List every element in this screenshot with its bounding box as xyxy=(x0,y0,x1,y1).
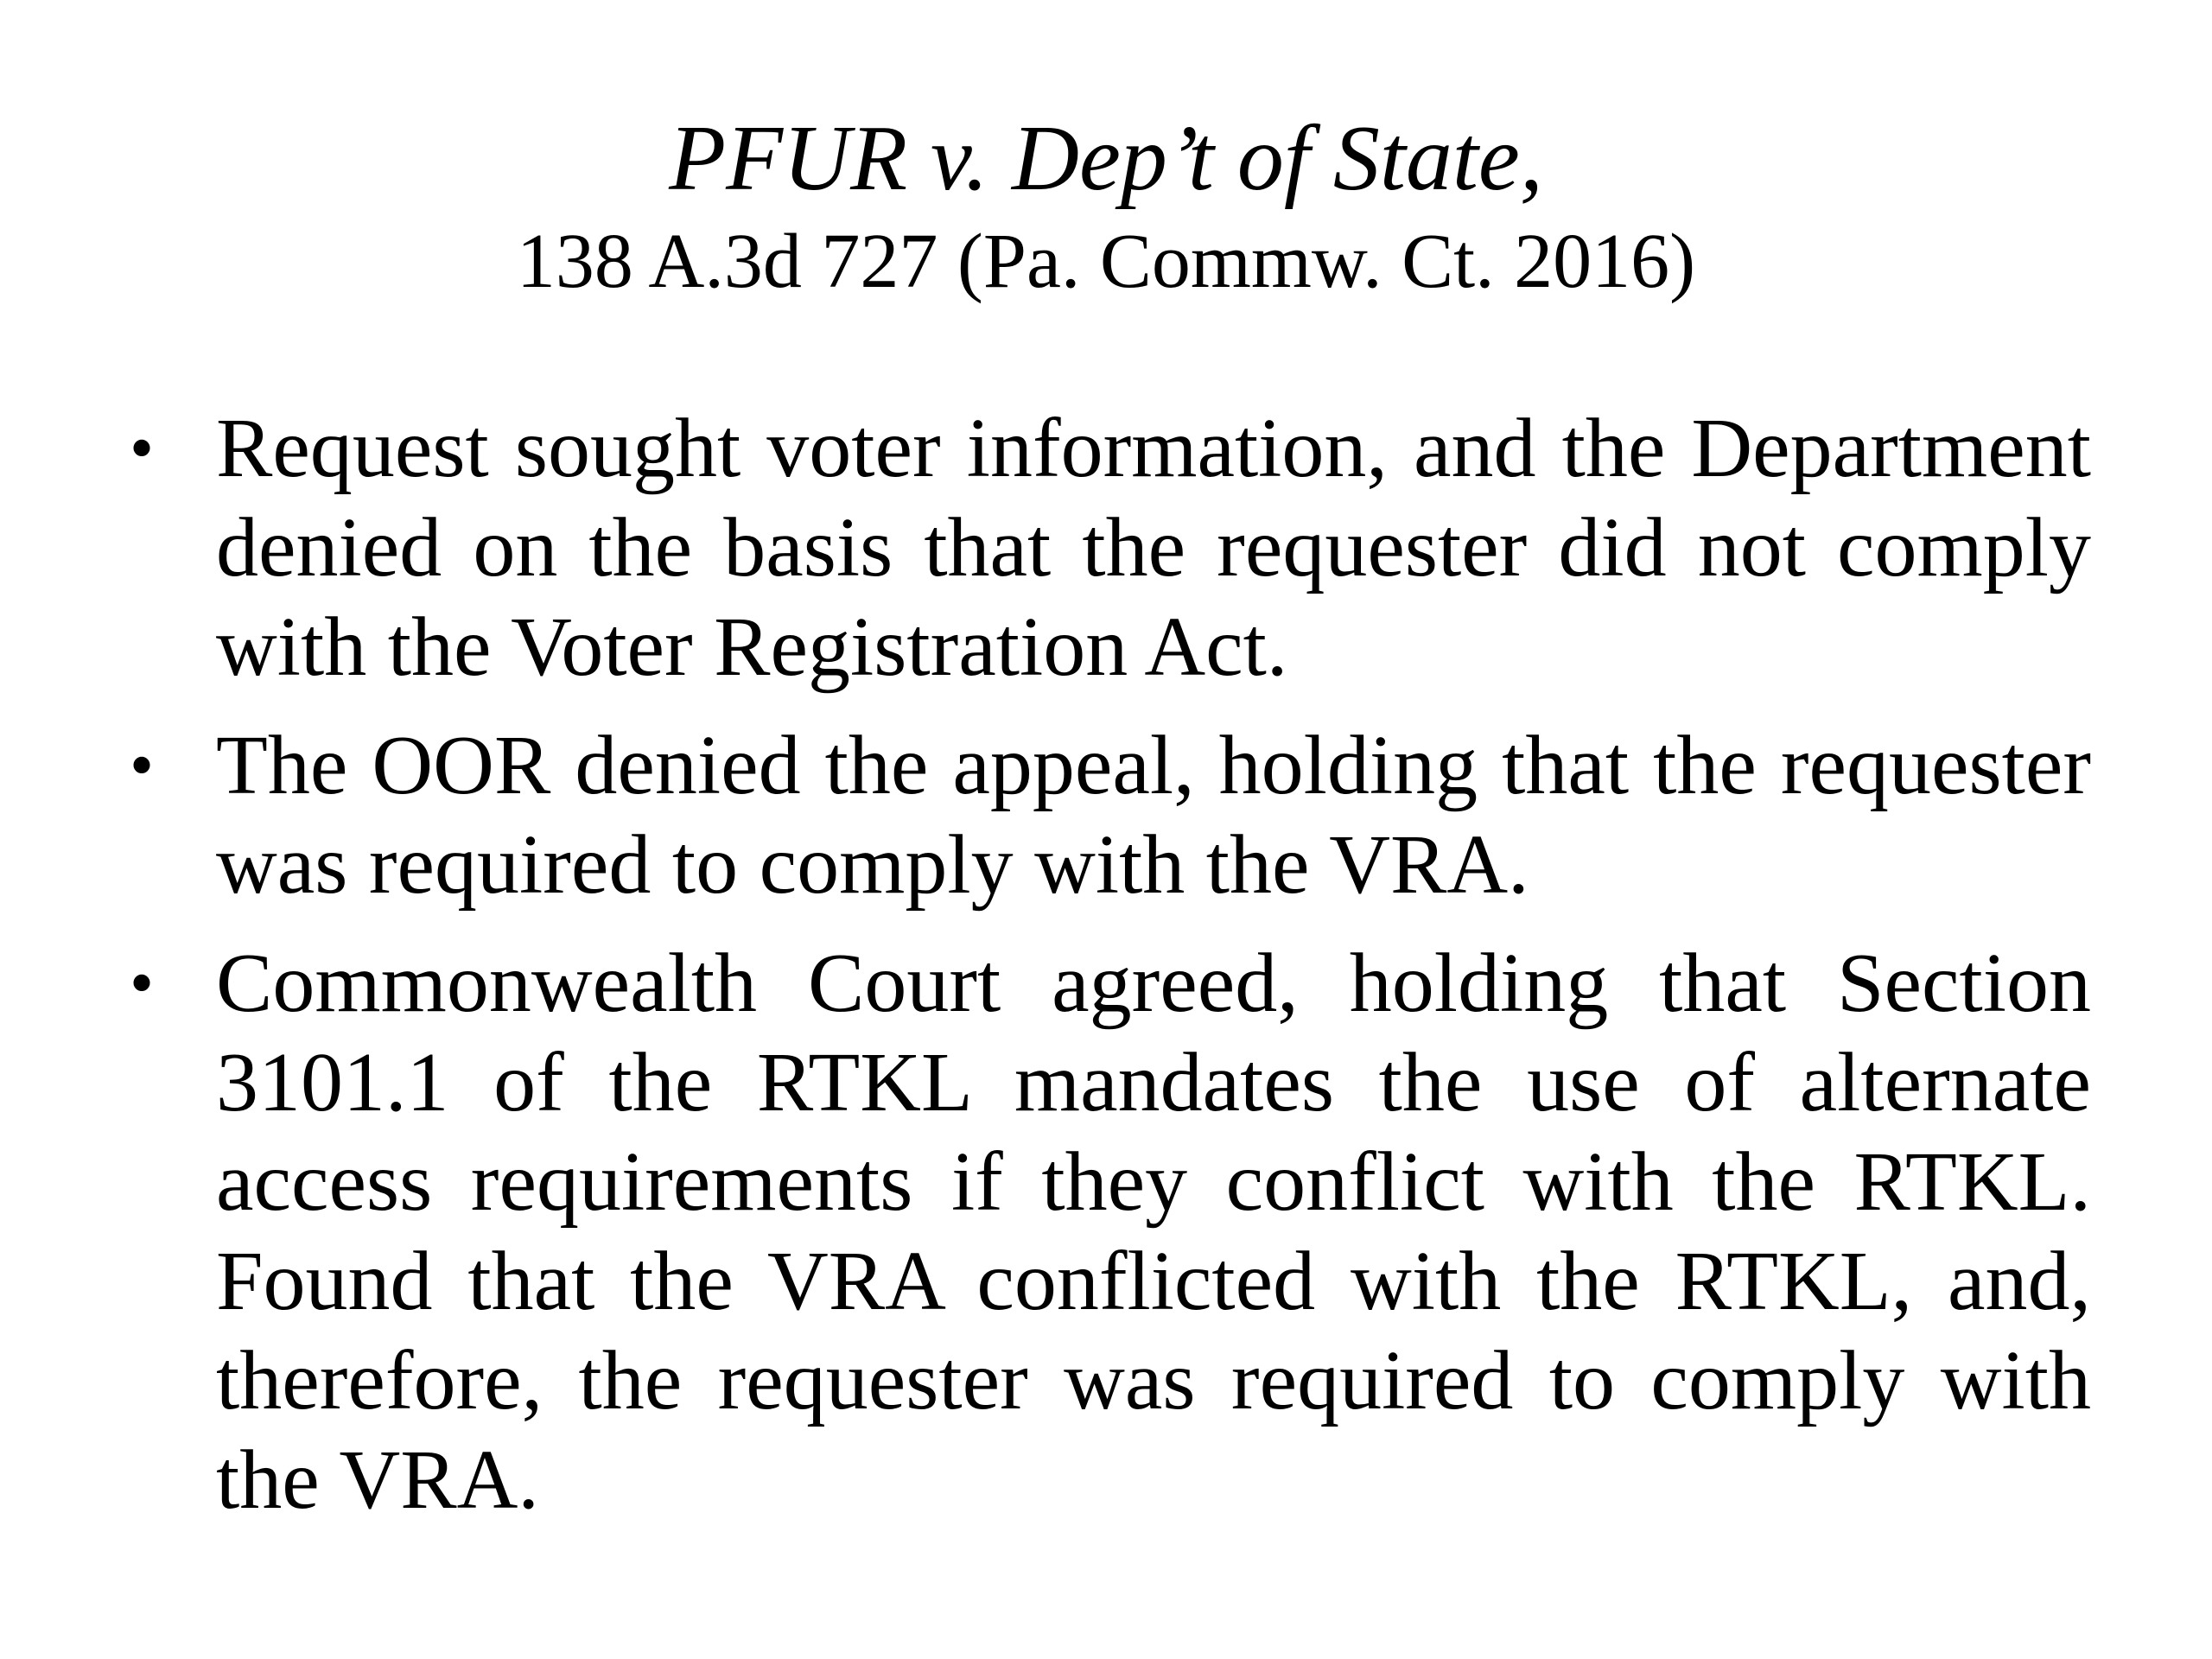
bullet-list xyxy=(130,399,2091,1549)
bullet-item xyxy=(130,716,2091,915)
bullet-text: Commonwealth Court agreed, holding that Section 3101.1 of the RTKL mandates the use of alternate access requirements if they conflict with the RTKL. Found that the VRA conflicted with the RTKL, and, therefore, the requester was required to comply with the VRA. xyxy=(216,937,2091,1527)
bullet-item xyxy=(130,399,2091,697)
case-citation: 138 A.3d 727 (Pa. Commw. Ct. 2016) xyxy=(516,219,1696,304)
bullet-icon: • xyxy=(130,728,155,804)
slide-title xyxy=(0,105,2212,311)
bullet-icon: • xyxy=(130,410,155,486)
bullet-text: Request sought voter information, and the Department denied on the basis that the requester did not comply with the Voter Registration Act. xyxy=(216,402,2091,694)
case-name: PFUR v. Dep’t of State, xyxy=(669,107,1543,210)
bullet-icon: • xyxy=(130,945,155,1021)
bullet-text: The OOR denied the appeal, holding that the requester was required to comply with the VRA. xyxy=(216,719,2091,912)
bullet-item xyxy=(130,934,2091,1530)
